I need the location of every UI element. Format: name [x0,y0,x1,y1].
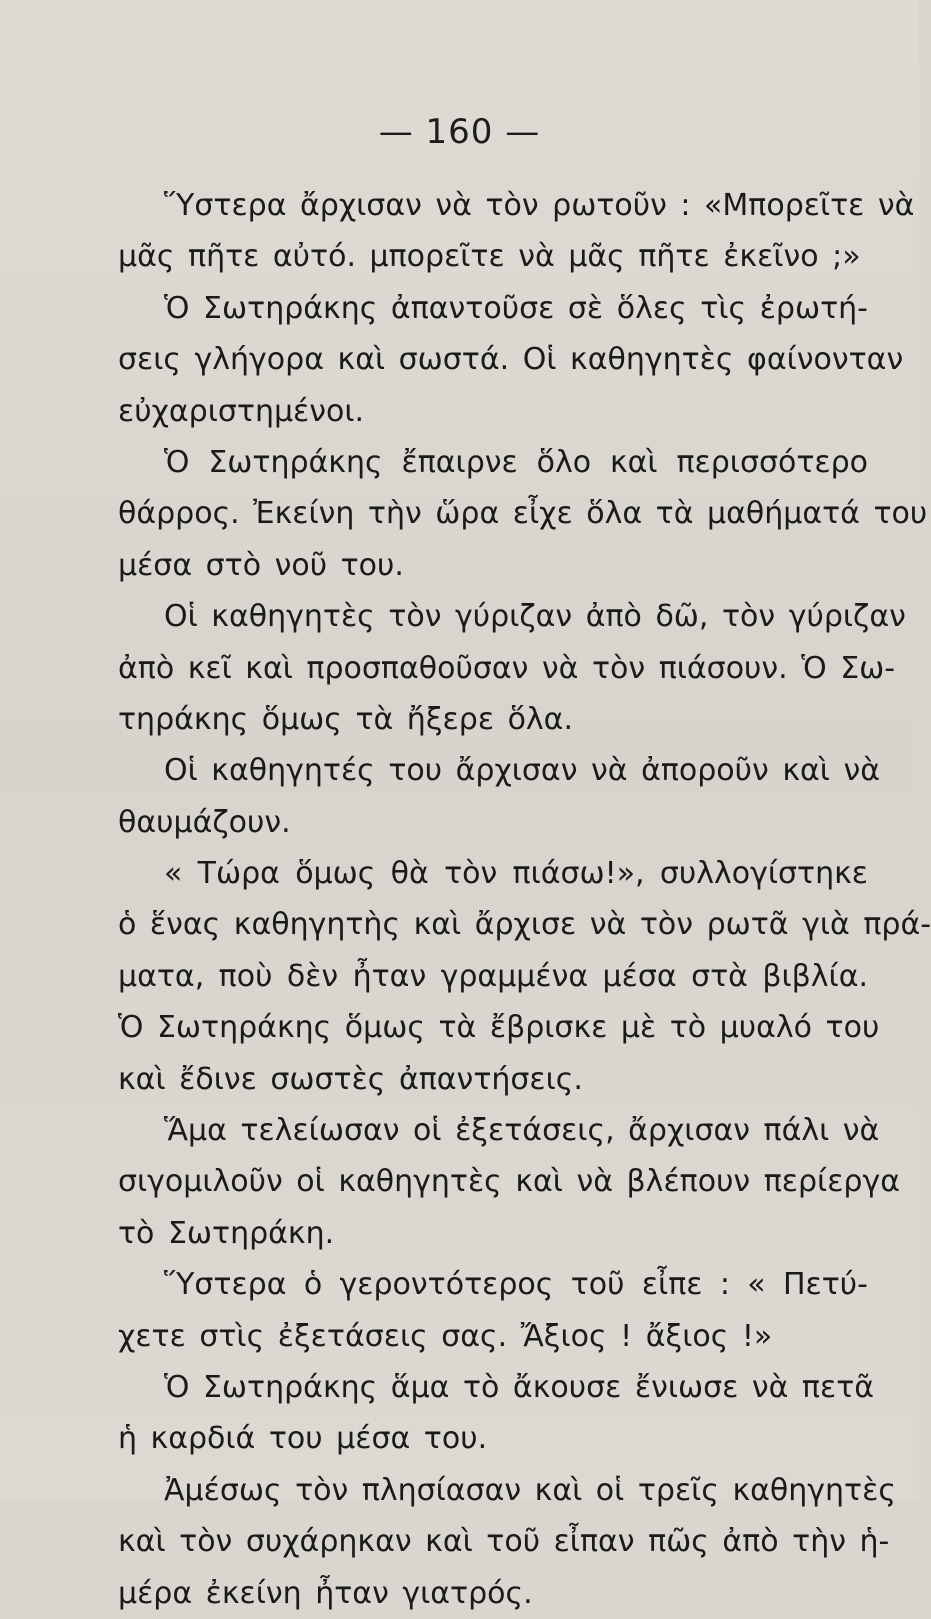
page-number: — 160 — [378,112,541,152]
text-line: μᾶς πῆτε αὐτό. μπορεῖτε νὰ μᾶς πῆτε ἐκεῖνο ;» [118,239,861,275]
text-line: καὶ ἔδινε σωστὲς ἀπαντήσεις. [118,1061,583,1097]
text-line: μέρα ἐκείνη ἦταν γιατρός. [118,1575,533,1611]
text-line: σεις γλήγορα καὶ σωστά. Οἱ καθηγητὲς φαίνονταν [118,342,904,378]
text-line: Ἀμέσως τὸν πλησίασαν καὶ οἱ τρεῖς καθηγητὲς [164,1472,896,1508]
text-line: ἀπὸ κεῖ καὶ προσπαθοῦσαν νὰ τὸν πιάσουν. Ὁ Σω- [118,650,896,686]
text-line: ὁ ἕνας καθηγητὴς καὶ ἄρχισε νὰ τὸν ρωτᾶ γιὰ πρά- [118,907,931,943]
text-line: χετε στὶς ἐξετάσεις σας. Ἄξιος ! ἄξιος !» [118,1318,773,1354]
text-line: θαυμάζουν. [118,804,291,840]
text-line: εὐχαριστημένοι. [118,393,365,429]
text-line: θάρρος. Ἐκείνη τὴν ὥρα εἶχε ὅλα τὰ μαθήματά του [118,496,928,532]
text-line: Ἅμα τελείωσαν οἱ ἐξετάσεις, ἄρχισαν πάλι νὰ [164,1113,880,1149]
body-text [118,180,931,1619]
text-line: Ὁ Σωτηράκης ὅμως τὰ ἔβρισκε μὲ τὸ μυαλό του [118,1010,880,1046]
text-line: « Τώρα ὅμως θὰ τὸν πιάσω!», συλλογίστηκε [164,856,868,892]
text-line: ματα, ποὺ δὲν ἦταν γραμμένα μέσα στὰ βιβλία. [118,958,868,994]
text-line: Ὁ Σωτηράκης ἀπαντοῦσε σὲ ὅλες τὶς ἐρωτή- [164,290,868,326]
text-line: ἡ καρδιά του μέσα του. [118,1421,488,1457]
text-line: Οἱ καθηγητὲς τὸν γύριζαν ἀπὸ δῶ, τὸν γύριζαν [164,599,906,635]
text-line: Ὁ Σωτηράκης ἅμα τὸ ἄκουσε ἔνιωσε νὰ πετᾶ [164,1369,875,1405]
text-line: μέσα στὸ νοῦ του. [118,547,404,583]
text-line: καὶ τὸν συχάρηκαν καὶ τοῦ εἶπαν πῶς ἀπὸ τὴν ἡ- [118,1524,890,1560]
text-line: Ὁ Σωτηράκης ἔπαιρνε ὅλο καὶ περισσότερο [164,444,868,480]
text-line: Ὕστερα ὁ γεροντότερος τοῦ εἶπε : « Πετύ- [164,1267,868,1303]
text-line: τηράκης ὅμως τὰ ἤξερε ὅλα. [118,701,573,737]
text-line: Οἱ καθηγητές του ἄρχισαν νὰ ἀποροῦν καὶ νὰ [164,753,880,789]
text-line: σιγομιλοῦν οἱ καθηγητὲς καὶ νὰ βλέπουν περίεργα [118,1164,900,1200]
text-line: Ὕστερα ἄρχισαν νὰ τὸν ρωτοῦν : «Μπορεῖτε νὰ [164,188,915,223]
text-line: τὸ Σωτηράκη. [118,1215,335,1251]
